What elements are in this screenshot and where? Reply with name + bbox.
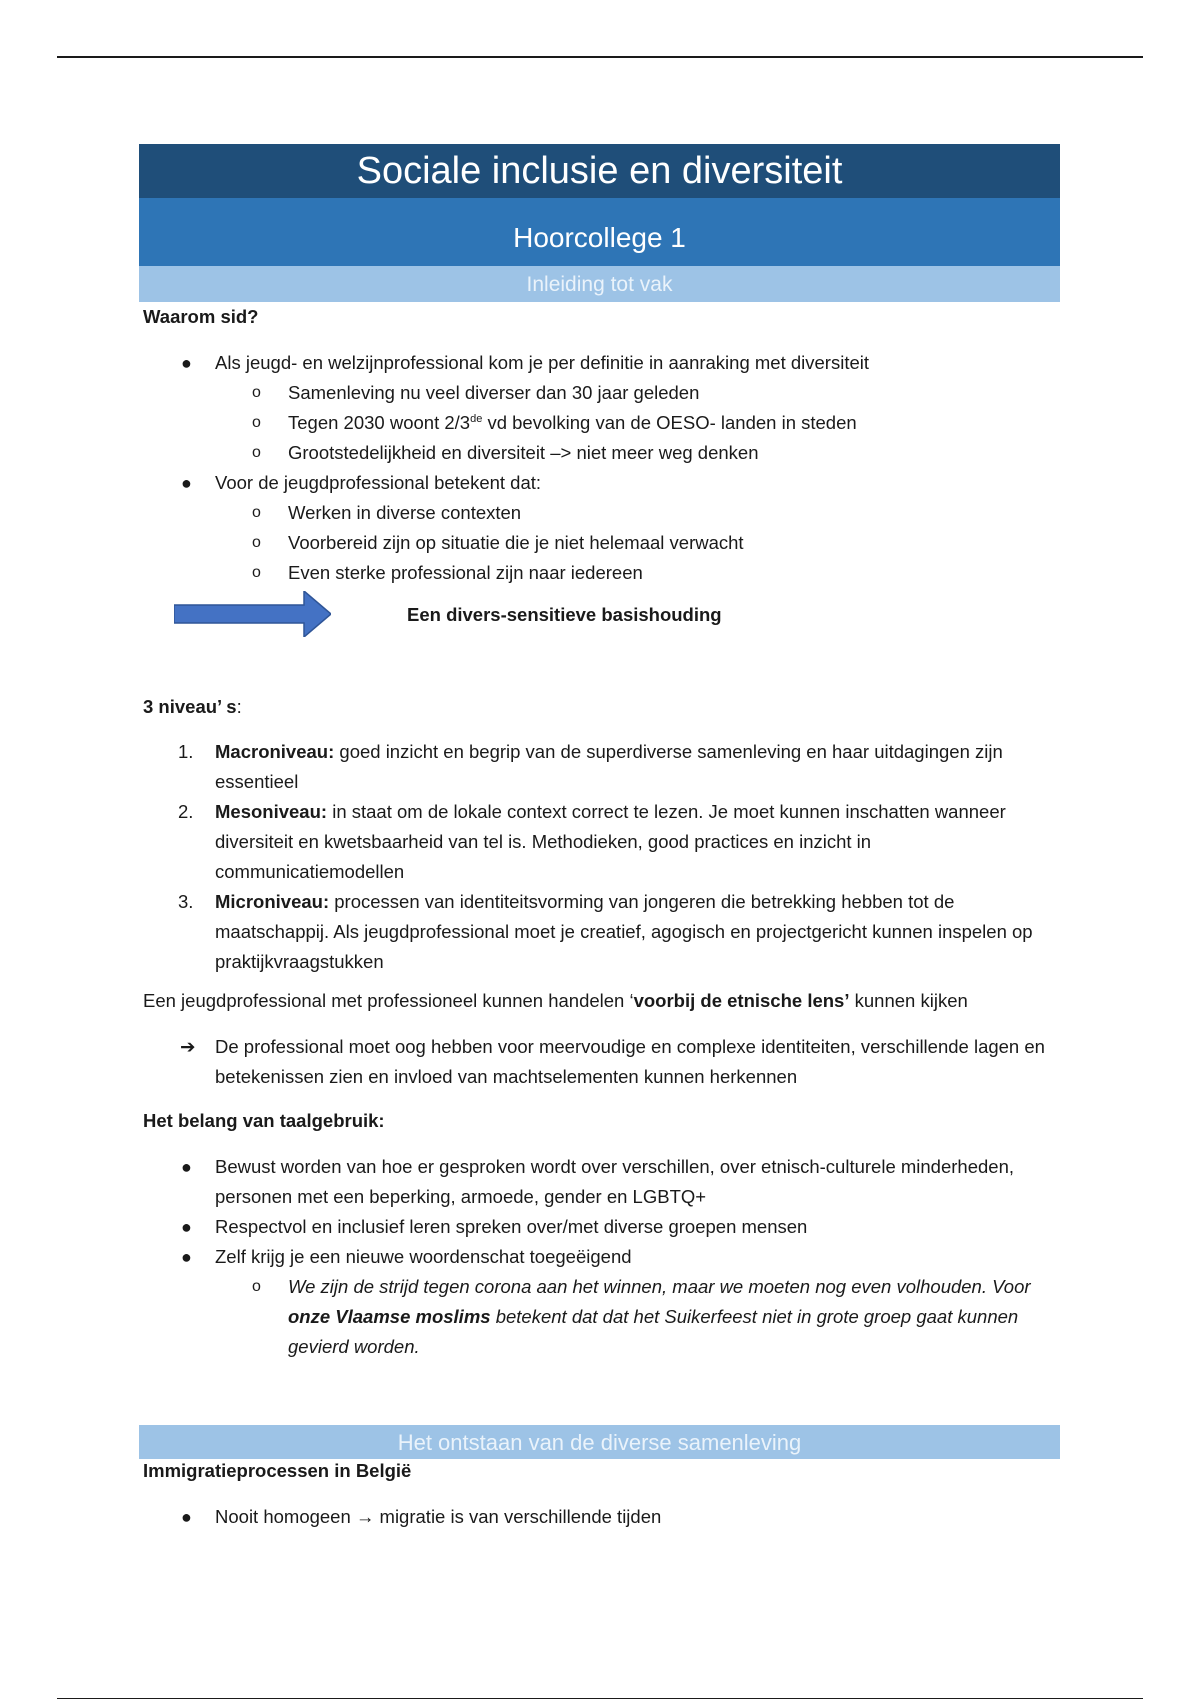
circle-bullet-icon: o — [252, 414, 261, 431]
list-item: ● Nooit homogeen → migratie is van verschillende tijden — [143, 1502, 1063, 1532]
right-arrow-icon — [174, 591, 331, 637]
bullet-icon: ● — [181, 1157, 192, 1177]
arrow-right-icon: ➔ — [180, 1036, 196, 1057]
bullet-icon: ● — [181, 1217, 192, 1237]
list-item: ● Respectvol en inclusief leren spreken over/met diverse groepen mensen — [143, 1212, 1063, 1242]
list-item: 3. Microniveau: processen van identiteitsvorming van jongeren die betrekking hebben tot de maatschappij. Als jeugdprofessional moet je creatief, agogisch en projectgericht kunnen inspelen op praktijkvraagstukken — [178, 891, 1033, 972]
taal-heading: Het belang van taalgebruik: — [143, 1110, 385, 1131]
bullet-icon: ● — [181, 473, 192, 493]
list-item: o Samenleving nu veel diverser dan 30 jaar geleden — [143, 378, 1063, 408]
niveaus-list — [143, 737, 1063, 977]
document-subtitle: Hoorcollege 1 — [139, 198, 1060, 266]
circle-bullet-icon: o — [252, 1278, 261, 1295]
list-item: ● Voor de jeugdprofessional betekent dat: — [143, 468, 1063, 498]
bullet-icon: ● — [181, 1247, 192, 1267]
list-item: o Even sterke professional zijn naar iedereen — [143, 558, 1063, 588]
waarom-list — [143, 348, 1063, 588]
taal-section — [143, 1106, 1063, 1136]
immigratie-section — [143, 1456, 1063, 1486]
section-banner-ontstaan: Het ontstaan van de diverse samenleving — [139, 1425, 1060, 1459]
list-item: o We zijn de strijd tegen corona aan het winnen, maar we moeten nog even volhouden. Voor onze Vlaamse moslims betekent dat dat het Suikerfeest niet in grote groep gaat kunnen gevierd worden. — [143, 1272, 1063, 1362]
bullet-icon: ● — [181, 1507, 192, 1527]
list-item: ● Zelf krijg je een nieuwe woordenschat toegeëigend — [143, 1242, 1063, 1272]
circle-bullet-icon: o — [252, 504, 261, 521]
bullet-icon: ● — [181, 353, 192, 373]
list-item: ● Als jeugd- en welzijnprofessional kom je per definitie in aanraking met diversiteit — [143, 348, 1063, 378]
circle-bullet-icon: o — [252, 534, 261, 551]
arrow-conclusion: Een divers-sensitieve basishouding — [407, 604, 722, 625]
bottom-rule — [57, 1698, 1143, 1699]
list-item: o Grootstedelijkheid en diversiteit –> niet meer weg denken — [143, 438, 1063, 468]
circle-bullet-icon: o — [252, 564, 261, 581]
list-item: 1. Macroniveau: goed inzicht en begrip van de superdiverse samenleving en haar uitdagingen zijn essentieel — [178, 741, 1003, 792]
niveaus-section: 3 niveau’ s : — [143, 696, 242, 717]
lens-paragraph: Een jeugdprofessional met professioneel kunnen handelen ‘voorbij de etnische lens’ kunnen kijken — [143, 990, 968, 1011]
list-item: o Werken in diverse contexten — [143, 498, 1063, 528]
arrow-paragraph: ➔ De professional moet oog hebben voor meervoudige en complexe identiteiten, verschillende lagen en betekenissen zien en invloed van machtselementen kunnen herkennen — [143, 1032, 1135, 1092]
circle-bullet-icon: o — [252, 444, 261, 461]
top-rule — [57, 56, 1143, 58]
immigratie-list — [143, 1502, 1063, 1532]
niveaus-heading: 3 niveau’ s — [143, 696, 237, 717]
list-item: o Voorbereid zijn op situatie die je niet helemaal verwacht — [143, 528, 1063, 558]
list-item: o Tegen 2030 woont 2/3de vd bevolking van de OESO- landen in steden — [143, 408, 1063, 438]
waarom-section — [143, 302, 1063, 332]
document-title: Sociale inclusie en diversiteit — [139, 144, 1060, 198]
list-item: 2. Mesoniveau: in staat om de lokale context correct te lezen. Je moet kunnen inschatten wanneer diversiteit en kwetsbaarheid van tel is. Methodieken, good practices en inzicht in communicatiemodellen — [178, 801, 1006, 882]
section-banner-intro: Inleiding tot vak — [139, 266, 1060, 302]
taal-list — [143, 1152, 1063, 1362]
waarom-heading: Waarom sid? — [143, 306, 259, 327]
list-item: ● Bewust worden van hoe er gesproken wordt over verschillen, over etnisch-culturele minderheden, personen met een beperking, armoede, gender en LGBTQ+ — [143, 1152, 1063, 1212]
immigratie-heading: Immigratieprocessen in België — [143, 1460, 412, 1481]
circle-bullet-icon: o — [252, 384, 261, 401]
